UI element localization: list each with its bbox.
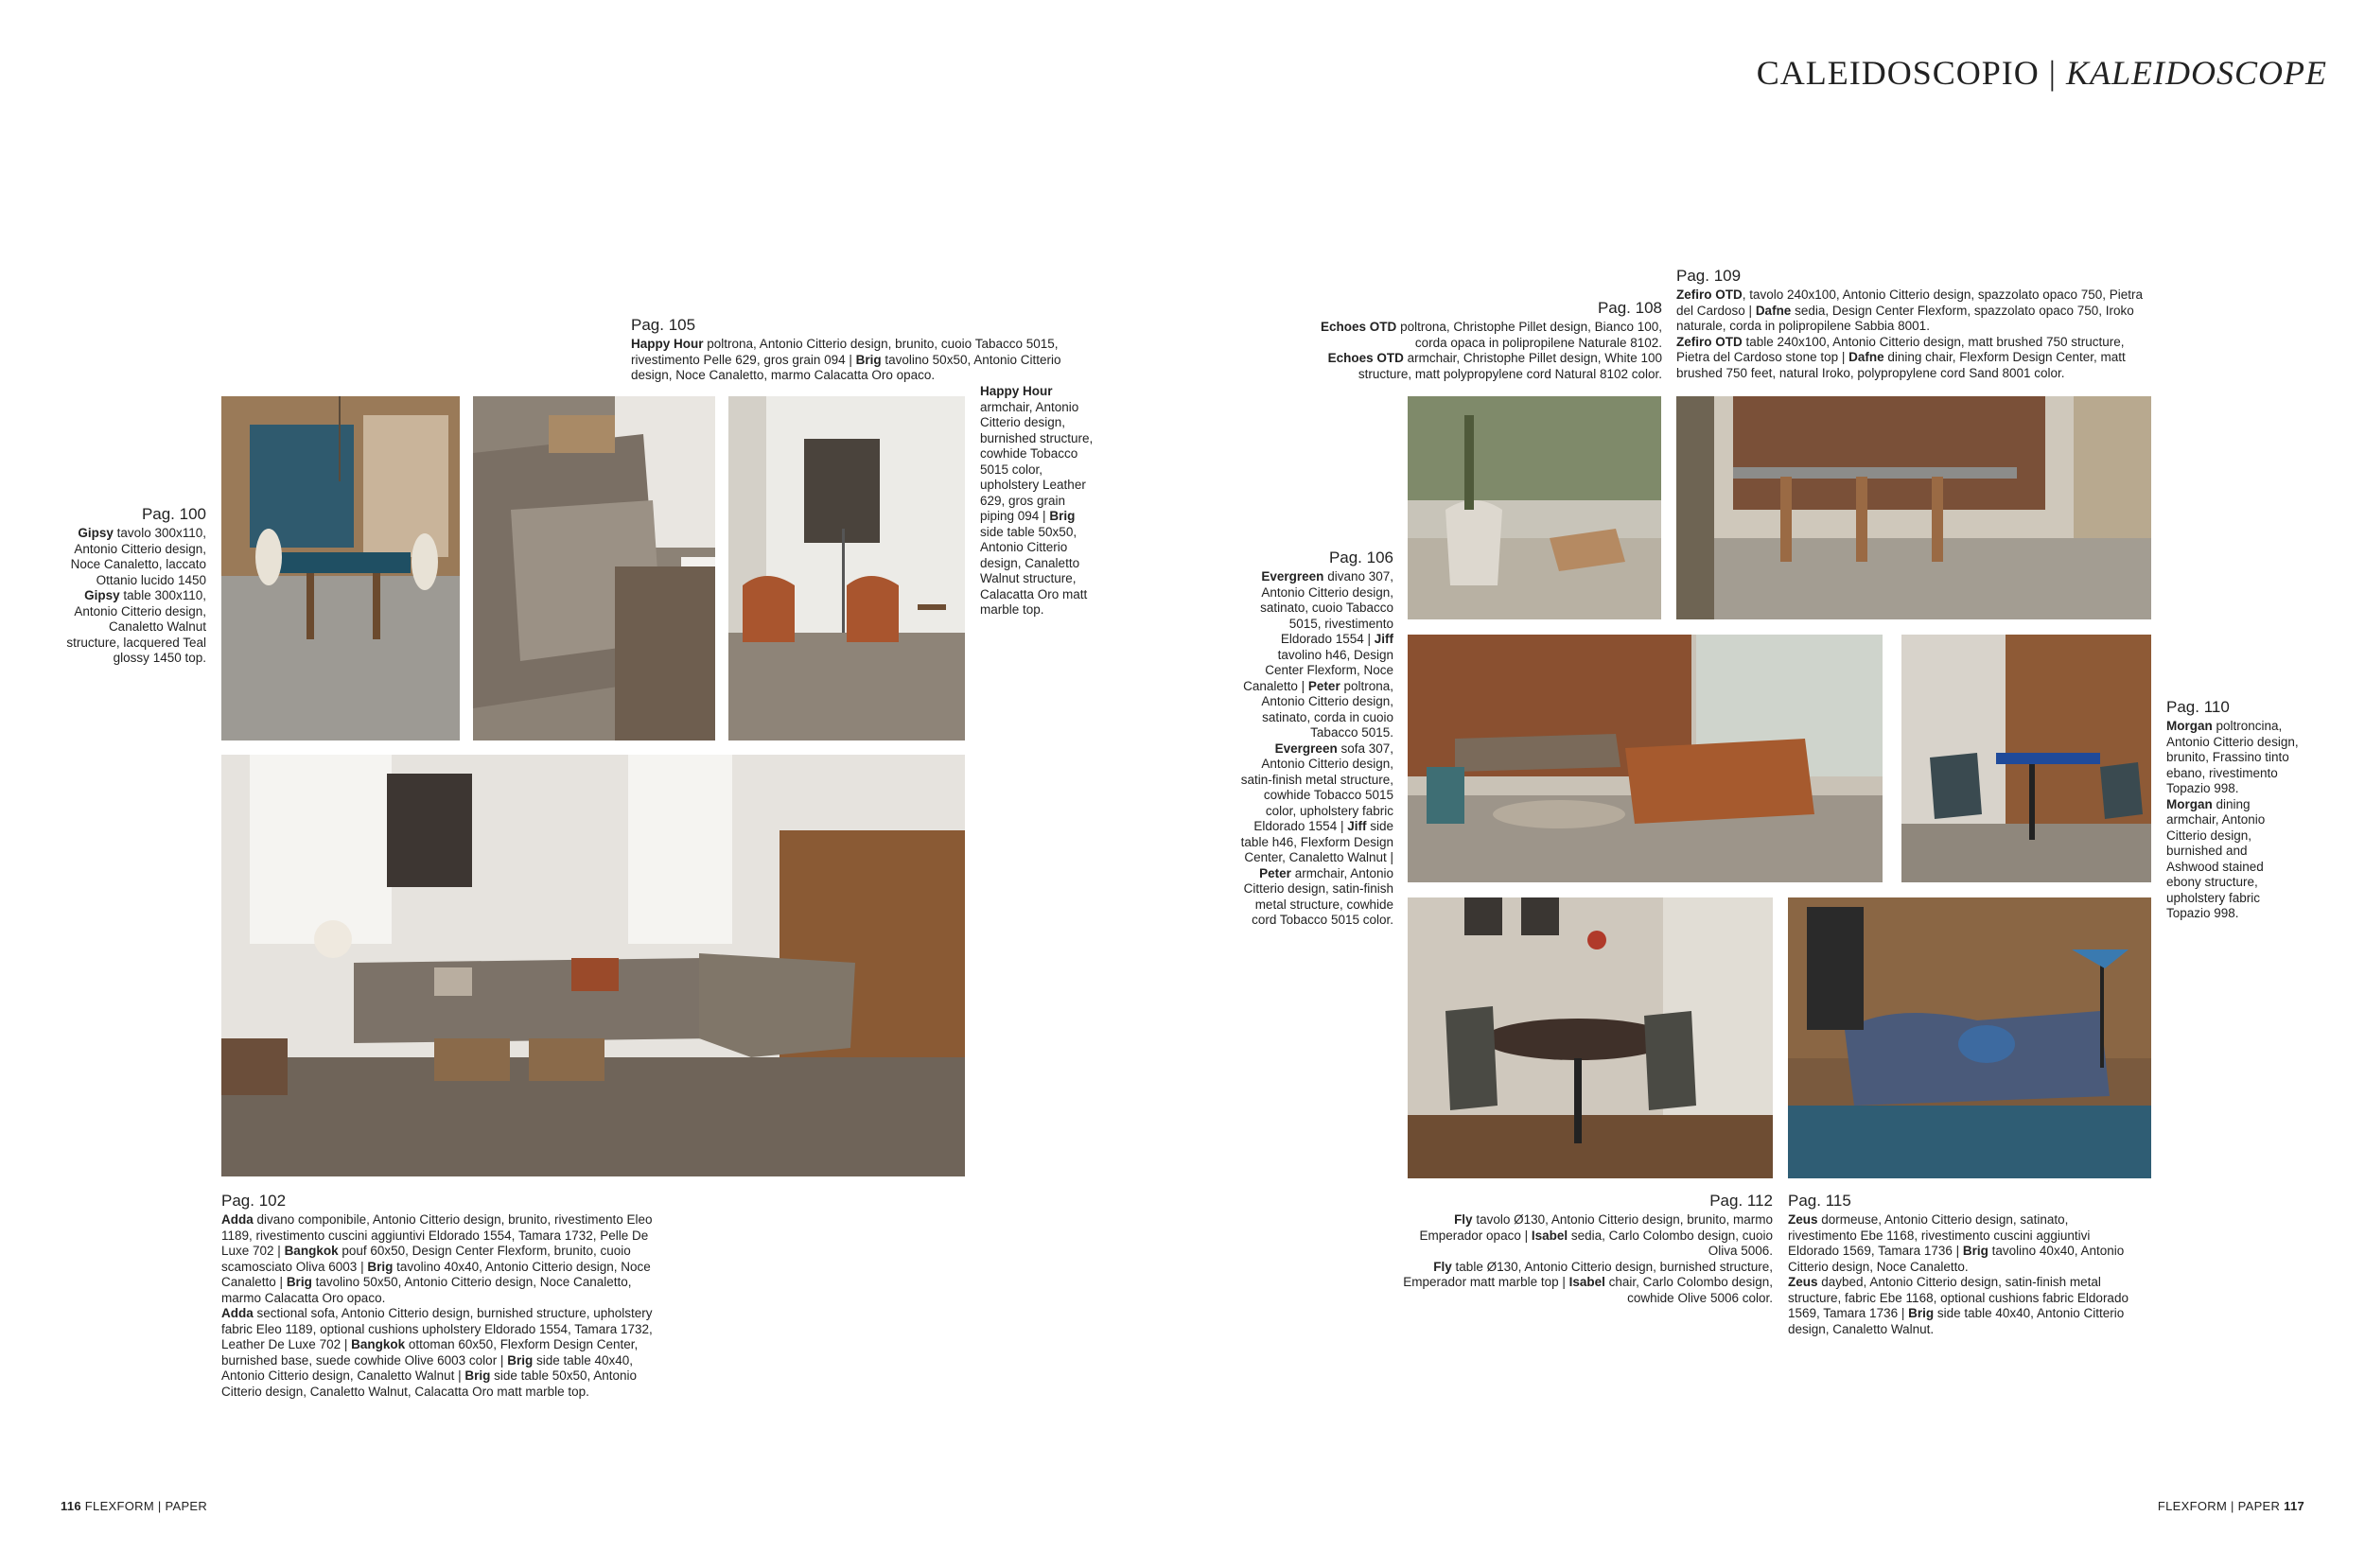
page-title xyxy=(1757,53,2327,93)
product-description: table 300x110, Antonio Citterio design, Canaletto Walnut structure, lacquered Teal glossy 1450 top. xyxy=(66,588,206,665)
caption-pag-110 xyxy=(2166,698,2299,922)
caption-pag-106 xyxy=(1239,549,1393,929)
product-name: Peter xyxy=(1259,865,1291,880)
caption-english xyxy=(1320,351,1662,382)
product-name: Isabel xyxy=(1531,1228,1568,1243)
product-name: Fly xyxy=(1454,1212,1473,1227)
product-name: Adda xyxy=(221,1212,254,1227)
page-ref: Pag. 110 xyxy=(2166,698,2230,716)
product-description: side table 50x50, Antonio Citterio design, Canaletto Walnut, Calacatta Oro matt marble top. xyxy=(221,1368,638,1399)
product-description: side table 40x40, Antonio Citterio design, Canaletto Walnut. xyxy=(1788,1306,2125,1336)
caption-english xyxy=(1239,741,1393,929)
product-description: sectional sofa, Antonio Citterio design, burnished structure, upholstery fabric Eleo 1189, optional cushions upholstery Eldorado 1554, Tamara 1732, Leather De Luxe 702 | xyxy=(221,1306,653,1351)
footer-left xyxy=(61,1499,207,1513)
product-name: Brig xyxy=(507,1352,534,1368)
product-description: tavolo 300x110, Antonio Citterio design, Noce Canaletto, laccato Ottanio lucido 1450 xyxy=(70,526,206,587)
photo-happy-hour-armchairs-room xyxy=(728,396,965,740)
product-description: armchair, Antonio Citterio design, satin-finish metal structure, cowhide cord Tobacco 5015 color. xyxy=(1243,865,1393,927)
product-name: Zeus xyxy=(1788,1275,1818,1289)
product-description: daybed, Antonio Citterio design, satin-finish metal structure, fabric Ebe 1168, optional cushions fabric Eldorado 1569, Tamara 1736 | xyxy=(1788,1275,2128,1320)
caption-pag-112 xyxy=(1398,1192,1773,1306)
caption-pag-108 xyxy=(1320,299,1662,382)
product-description: pouf 60x50, Design Center Flexform, brunito, cuoio scamosciato Oliva 6003 | xyxy=(221,1244,631,1274)
product-name: Zeus xyxy=(1788,1212,1818,1227)
product-description: divano componibile, Antonio Citterio design, brunito, rivestimento Eleo 1189, rivestimento cuscini aggiuntivi Eldorado 1554, Tamara 1732, Pelle De Luxe 702 | xyxy=(221,1212,653,1258)
product-name: Echoes OTD xyxy=(1321,320,1397,334)
caption-italian xyxy=(1239,569,1393,741)
caption-pag-102 xyxy=(221,1192,666,1400)
caption-italian xyxy=(221,1212,666,1306)
product-description: divano 307, Antonio Citterio design, satinato, cuoio Tabacco 5015, rivestimento Eldorado 1554 | xyxy=(1260,569,1393,646)
caption-english xyxy=(1676,335,2149,382)
product-name: Brig xyxy=(855,352,882,367)
caption-italian xyxy=(57,526,206,588)
product-description: sedia, Carlo Colombo design, cuoio Oliva 5006. xyxy=(1568,1228,1773,1258)
product-description: tavolo Ø130, Antonio Citterio design, brunito, marmo Emperador opaco | xyxy=(1419,1212,1773,1243)
product-description: table Ø130, Antonio Citterio design, burnished structure, Emperador matt marble top | xyxy=(1403,1259,1773,1289)
caption-pag-105 xyxy=(631,316,1066,384)
product-description: , tavolo 240x100, Antonio Citterio design, spazzolato opaco 750, Pietra del Cardoso | xyxy=(1676,287,2144,318)
product-name: Gipsy xyxy=(78,526,114,540)
page-ref: Pag. 115 xyxy=(1788,1192,1851,1210)
product-description: dining chair, Flexform Design Center, matt brushed 750 feet, natural Iroko, polypropylene cord Sand 8001 color. xyxy=(1676,350,2126,380)
caption-italian xyxy=(1788,1212,2128,1275)
product-name: Zefiro OTD xyxy=(1676,287,1743,302)
photo-adda-sectional-sofa xyxy=(221,755,965,1176)
product-name: Morgan xyxy=(2166,719,2213,733)
product-description: sofa 307, Antonio Citterio design, satin-finish metal structure, cowhide Tobacco 5015 color, upholstery fabric Eldorado 1554 | xyxy=(1240,740,1393,833)
product-name: Echoes OTD xyxy=(1327,351,1404,365)
product-name: Bangkok xyxy=(351,1337,406,1351)
product-description: tavolino 50x50, Antonio Citterio design, Noce Canaletto, marmo Calacatta Oro opaco. xyxy=(631,352,1061,382)
product-name: Bangkok xyxy=(284,1244,339,1258)
product-name: Dafne xyxy=(1755,303,1792,318)
product-name: Brig xyxy=(1908,1306,1935,1320)
photo-morgan-armchair xyxy=(1901,635,2151,882)
photo-evergreen-sofa-room xyxy=(1408,635,1883,882)
photo-fly-table-dining xyxy=(1408,897,1773,1178)
photo-gipsy-dining-room xyxy=(221,396,460,740)
page-number-left: 116 xyxy=(61,1499,81,1513)
page-ref: Pag. 100 xyxy=(141,505,206,523)
product-name: Peter xyxy=(1307,678,1340,693)
product-description: side table 40x40, Antonio Citterio design, Canaletto Walnut | xyxy=(221,1352,634,1383)
page-number-right: 117 xyxy=(2284,1499,2304,1513)
product-description: tavolino 40x40, Antonio Citterio design, Noce Canaletto. xyxy=(1788,1244,2125,1274)
caption-english xyxy=(980,384,1094,618)
title-english: KALEIDOSCOPE xyxy=(2066,54,2327,92)
caption-english xyxy=(1788,1275,2128,1337)
product-name: Zefiro OTD xyxy=(1676,334,1743,349)
product-name: Happy Hour xyxy=(980,384,1053,398)
caption-italian xyxy=(1320,320,1662,351)
product-name: Isabel xyxy=(1568,1275,1605,1289)
product-name: Jiff xyxy=(1347,819,1367,833)
caption-pag-105-english xyxy=(980,384,1094,618)
product-name: Dafne xyxy=(1848,350,1884,364)
photo-zeus-daybed xyxy=(1788,897,2151,1178)
product-description: tavolino h46, Design Center Flexform, Noce Canaletto | xyxy=(1243,647,1393,693)
caption-english xyxy=(57,588,206,667)
product-name: Brig xyxy=(1962,1244,1988,1258)
caption-english xyxy=(1398,1260,1773,1307)
product-name: Morgan xyxy=(2166,796,2213,811)
product-name: Brig xyxy=(286,1275,312,1289)
caption-english xyxy=(2166,797,2299,922)
page-ref: Pag. 105 xyxy=(631,316,696,334)
page-ref: Pag. 112 xyxy=(1709,1192,1773,1210)
caption-italian xyxy=(1398,1212,1773,1260)
product-description: poltrona, Antonio Citterio design, satinato, corda in cuoio Tabacco 5015. xyxy=(1261,678,1393,740)
footer-right xyxy=(2158,1499,2304,1513)
product-description: armchair, Christophe Pillet design, White 100 structure, matt polypropylene cord Natural 8102 color. xyxy=(1358,351,1662,381)
product-name: Happy Hour xyxy=(631,337,704,351)
page-ref: Pag. 108 xyxy=(1597,299,1662,317)
product-description: table 240x100, Antonio Citterio design, matt brushed 750 structure, Pietra del Cardoso stone top | xyxy=(1676,334,2125,364)
product-name: Evergreen xyxy=(1261,569,1324,584)
caption-pag-109 xyxy=(1676,267,2149,381)
product-description: side table 50x50, Antonio Citterio design, Canaletto Walnut structure, Calacatta Oro matt marble top. xyxy=(980,524,1088,617)
page-ref: Pag. 109 xyxy=(1676,267,1742,285)
product-description: poltroncina, Antonio Citterio design, brunito, Frassino tinto ebano, rivestimento Topazio 998. xyxy=(2166,719,2299,795)
product-name: Brig xyxy=(367,1259,394,1274)
title-separator: | xyxy=(2048,54,2057,92)
product-description: ottoman 60x50, Flexform Design Center, burnished base, suede cowhide Olive 6003 color | xyxy=(221,1337,639,1368)
caption-italian xyxy=(1676,287,2149,335)
photo-echoes-otd-armchair xyxy=(1408,396,1661,619)
caption-pag-100 xyxy=(57,505,206,667)
caption-italian xyxy=(2166,719,2299,797)
product-name: Adda xyxy=(221,1306,254,1320)
caption-english xyxy=(221,1306,666,1400)
page-ref: Pag. 106 xyxy=(1328,549,1393,566)
product-name: Evergreen xyxy=(1274,740,1338,756)
caption-pag-115 xyxy=(1788,1192,2128,1337)
footer-right-text: FLEXFORM | PAPER xyxy=(2157,1499,2281,1513)
product-description: tavolino 50x50, Antonio Citterio design, Noce Canaletto, marmo Calacatta Oro opaco. xyxy=(221,1275,632,1305)
footer-left-text: FLEXFORM | PAPER xyxy=(84,1499,208,1513)
photo-happy-hour-armchair-detail xyxy=(473,396,715,740)
product-description: tavolino 40x40, Antonio Citterio design, Noce Canaletto | xyxy=(221,1259,651,1289)
product-name: Brig xyxy=(1049,509,1076,523)
product-description: poltrona, Antonio Citterio design, brunito, cuoio Tabacco 5015, rivestimento Pelle 629, gros grain 094 | xyxy=(631,337,1059,367)
photo-zefiro-otd-table xyxy=(1676,396,2151,619)
product-description: poltrona, Christophe Pillet design, Bianco 100, corda opaca in polipropilene Naturale 8102. xyxy=(1396,320,1662,350)
product-description: side table h46, Flexform Design Center, Canaletto Walnut | xyxy=(1240,819,1393,864)
product-description: sedia, Design Center Flexform, spazzolato opaco 750, Iroko naturale, corda in polipropilene Sabbia 8001. xyxy=(1676,303,2134,333)
product-description: chair, Carlo Colombo design, cowhide Olive 5006 color. xyxy=(1604,1275,1773,1305)
caption-italian xyxy=(631,337,1066,384)
product-name: Jiff xyxy=(1374,632,1393,646)
page-ref: Pag. 102 xyxy=(221,1192,287,1210)
product-description: dormeuse, Antonio Citterio design, satinato, rivestimento Ebe 1168, rivestimento cuscini aggiuntivi Eldorado 1569, Tamara 1736 | xyxy=(1788,1212,2091,1258)
product-name: Gipsy xyxy=(84,588,120,602)
title-italian: CALEIDOSCOPIO xyxy=(1756,54,2040,92)
product-name: Fly xyxy=(1433,1259,1452,1274)
product-description: armchair, Antonio Citterio design, burnished structure, cowhide Tobacco 5015 color, upholstery Leather 629, gros grain piping 094 | xyxy=(980,399,1094,523)
product-name: Brig xyxy=(464,1368,491,1383)
product-description: dining armchair, Antonio Citterio design, burnished and Ashwood stained ebony structure, upholstery fabric Topazio 998. xyxy=(2166,796,2266,920)
